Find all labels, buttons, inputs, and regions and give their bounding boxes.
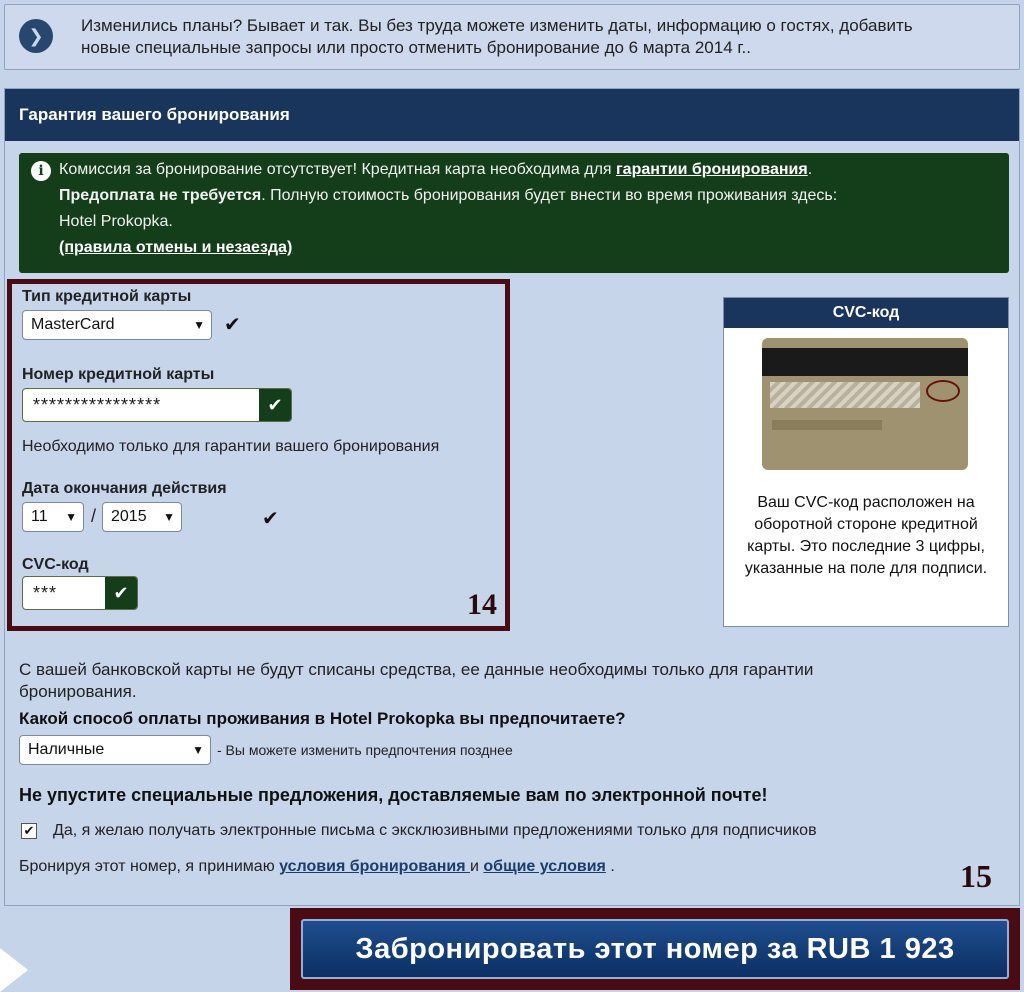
card-number-input[interactable] [22, 388, 292, 422]
cvc-highlight-circle [926, 380, 960, 402]
cvc-help-title: CVC-код [724, 298, 1008, 328]
payment-method-hint: - Вы можете изменить предпочтения позднее [217, 742, 513, 758]
expiry-year-value: 2015 [111, 508, 147, 525]
newsletter-checkbox-label: Да, я желаю получать электронные письма с эксклюзивными предложениями только для подписчиков [53, 822, 817, 839]
cvc-help-box [723, 297, 1009, 627]
side-arrow-icon [0, 948, 28, 992]
card-number-label: Номер кредитной карты [22, 366, 215, 383]
expiry-month-value: 11 [31, 508, 48, 525]
hotel-name: Hotel Prokopka. [59, 213, 173, 230]
checkmark-icon: ✔ [224, 314, 241, 336]
card-number-hint: Необходимо только для гарантии вашего бронирования [22, 438, 440, 455]
card-back-image [762, 338, 968, 470]
info-icon: i [31, 161, 51, 181]
signature-strip [770, 382, 920, 408]
cvc-value: *** [33, 582, 58, 603]
card-type-value: MasterCard [31, 316, 115, 333]
dropdown-caret-icon: ▼ [192, 743, 204, 757]
terms-text [19, 858, 615, 876]
dropdown-caret-icon: ▼ [65, 510, 77, 524]
no-charge-line-1: С вашей банковской карты не будут списаны средства, ее данные необходимы только для гарантии [19, 660, 814, 679]
newsletter-checkbox[interactable]: ✔ [21, 823, 37, 839]
panel-title: Гарантия вашего бронирования [5, 89, 1019, 141]
cvc-label: CVC-код [22, 556, 89, 573]
card-type-select[interactable] [22, 310, 212, 340]
terms-and: и [470, 858, 484, 875]
cancellation-policy-link[interactable]: (правила отмены и незаезда) [59, 239, 293, 256]
chevron-right-icon[interactable]: ❯ [19, 19, 53, 53]
notice-line-2: новые специальные запросы или просто отменить бронирование до 6 марта 2014 г.. [81, 38, 751, 57]
cvc-input[interactable] [22, 576, 138, 610]
book-room-button[interactable]: Забронировать этот номер за RUB 1 923 [301, 919, 1009, 979]
expiry-year-select[interactable] [102, 502, 182, 532]
dropdown-caret-icon: ▼ [193, 318, 205, 332]
info-text: Комиссия за бронирование отсутствует! Кредитная карта необходима для [59, 161, 617, 178]
no-charge-text [19, 659, 999, 703]
magnetic-stripe [762, 348, 968, 376]
card-type-label: Тип кредитной карты [22, 288, 192, 305]
booking-terms-link[interactable]: условия бронирования [279, 858, 471, 875]
general-terms-link[interactable]: общие условия [483, 858, 606, 875]
book-button-highlight [290, 908, 1020, 990]
change-plans-notice [4, 4, 1020, 70]
notice-line-1: Изменились планы? Бывает и так. Вы без труда можете изменить даты, информацию о гостях, добавить [81, 16, 913, 35]
payment-method-question: Какой способ оплаты проживания в Hotel Prokopka вы предпочитаете? [19, 709, 626, 728]
no-charge-line-2: бронирования. [19, 682, 137, 701]
guarantee-info-box [19, 153, 1009, 273]
card-form-highlight [7, 279, 510, 631]
cvc-pointer-line [950, 402, 968, 470]
checkmark-icon: ✔ [262, 508, 279, 530]
info-line-1 [59, 157, 995, 183]
notice-text [81, 15, 995, 59]
dropdown-caret-icon: ▼ [163, 510, 175, 524]
checkmark-icon: ✔ [259, 389, 291, 421]
cvc-help-description: Ваш CVC-код расположен на оборотной стороне кредитной карты. Это последние 3 цифры, указанные на поле для подписи. [744, 494, 988, 577]
expiry-month-select[interactable] [22, 502, 84, 532]
annotation-number-14: 14 [467, 588, 497, 621]
annotation-number-15: 15 [960, 858, 992, 894]
card-number-value: **************** [33, 394, 162, 415]
prepay-bold: Предоплата не требуется [59, 187, 262, 204]
expiry-separator: / [91, 506, 97, 526]
payment-method-select[interactable] [19, 735, 211, 765]
payment-method-value: Наличные [28, 741, 105, 758]
card-fine-print [772, 420, 882, 430]
terms-suffix: . [605, 858, 615, 875]
terms-prefix: Бронируя этот номер, я принимаю [19, 858, 280, 875]
prepay-text: . Полную стоимость бронирования будет внести во время проживания здесь: [261, 187, 838, 204]
info-line-2 [59, 183, 995, 209]
guarantee-link[interactable]: гарантии бронирования [616, 161, 808, 178]
checkmark-icon: ✔ [105, 577, 137, 609]
expiry-label: Дата окончания действия [22, 480, 227, 497]
info-suffix: . [807, 161, 813, 178]
newsletter-heading: Не упустите специальные предложения, доставляемые вам по электронной почте! [19, 785, 768, 805]
guarantee-panel [4, 88, 1020, 906]
